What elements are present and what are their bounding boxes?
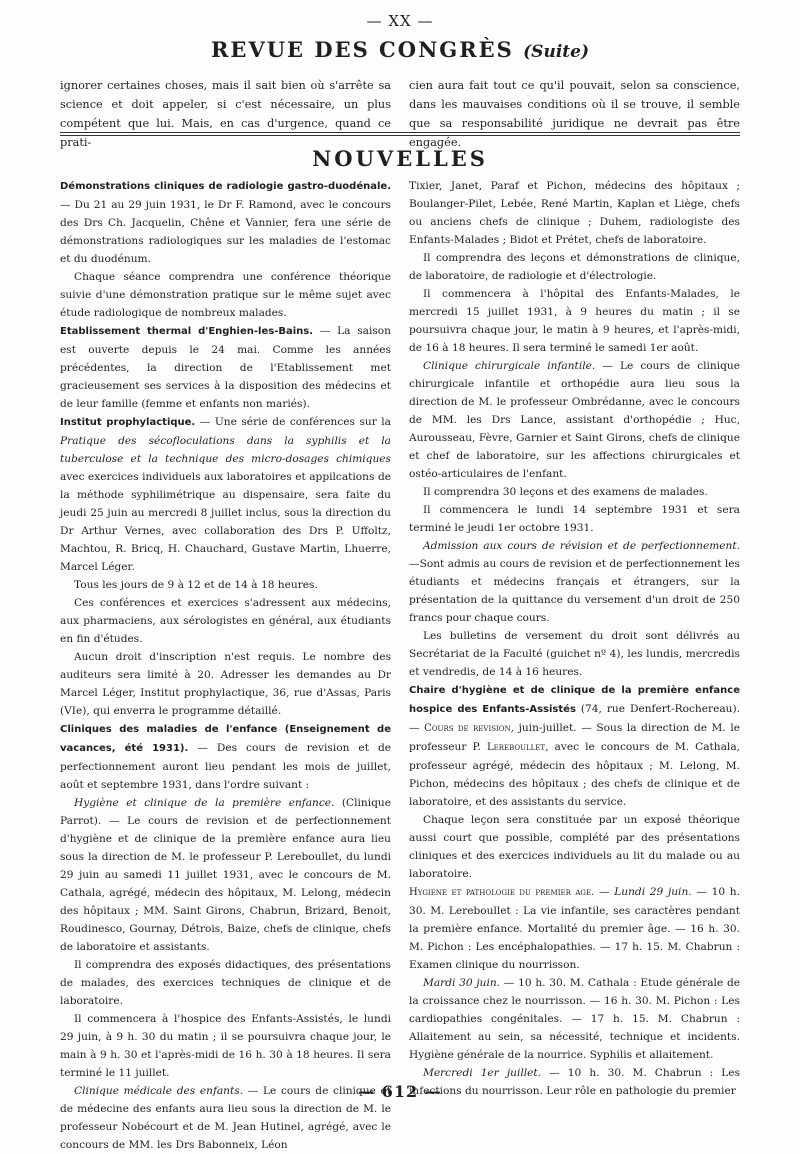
paragraph: Il commencera à l'hospice des Enfants-Assistés, le lundi 29 juin, à 9 h. 30 du matin ; il se poursuivra chaque jour, le main à 9 h. 30 et l'après-midi de 16 h. 30 à 18 heures. Il sera terminé le 11 juillet.: [60, 1013, 391, 1079]
paragraph: Les bulletins de versement du droit sont délivrés au Secrétariat de la Faculté (guichet nº 4), les lundis, mercredis et vendredis, de 14 à 16 heures.: [409, 630, 740, 678]
paragraph: Aucun droit d'inscription n'est requis. Le nombre des auditeurs sera limité à 20. Adresser les demandes au Dr Marcel Léger, Institut prophylactique, 36, rue d'Assas, Paris (VIe), qui enverra le programme détaillé.: [60, 651, 391, 717]
paragraph-text: — Une série de conférences sur la: [195, 416, 392, 428]
italic-text: Admission aux cours de révision et de perfectionnement.: [423, 540, 740, 552]
paragraph: [60, 720, 391, 794]
paragraph: Chaque séance comprendra une conférence théorique suivie d'une démonstration pratique sur le même sujet avec étude radiologique de nombreux malades.: [60, 271, 391, 319]
paragraph: [409, 537, 740, 627]
subheading: Démonstrations cliniques de radiologie gastro-duodénale.: [60, 181, 391, 192]
continued-right-text: cien aura fait tout ce qu'il pouvait, selon sa conscience, dans les mauvaises conditions où il se trouve, il semble que sa responsabilité juridique ne devrait pas être engagée.: [409, 79, 740, 149]
paragraph-text: , avec le concours de M. Cathala, professeur agrégé, médecin des hôpitaux ; M. Lelong, M. Pichon, médecins des hôpitaux ; des chefs de clinique et de laboratoire, et des assistants du service.: [409, 741, 740, 808]
italic-text: Pratique des sécofloculations dans la syphilis et la tuberculose et la technique des micro-dosages chimiques: [60, 435, 391, 465]
paragraph: [409, 974, 740, 1064]
paragraph: Il commencera le lundi 14 septembre 1931 et sera terminé le jeudi 1er octobre 1931.: [409, 504, 740, 534]
paragraph: Chaque leçon sera constituée par un exposé théorique aussi court que possible, complété par des présentations cliniques et des exercices individuels au lit du malade ou au laboratoire.: [409, 814, 740, 880]
paragraph-text: — 10 h. 30. M. Cathala : Etude générale de la croissance chez le nourrisson. — 16 h. 30. M. Pichon : Les cardiopathies congénitales. — 17 h. 15. M. Chabrun : Allaitement au sein, sa nécessité, technique et incidents. Hygiène générale de la nourrice. Syphilis et allaitement.: [409, 977, 740, 1061]
italic-text: Hygiène et clinique de la première enfance.: [74, 797, 335, 809]
italic-text: Mardi 30 juin.: [423, 977, 501, 989]
paragraph: [409, 357, 740, 483]
subheading: Etablissement thermal d'Enghien-les-Bains.: [60, 326, 314, 337]
paragraph-text: —: [594, 886, 615, 898]
paragraph-text: — 10 h. 30. M. Lereboullet : La vie infantile, ses caractères pendant la première enfance. Mortalité du premier âge. — 16 h. 30. M. Pichon : Les encéphalopathies. — 17 h. 15. M. Chabrun : Examen clinique du nourrisson.: [409, 886, 740, 971]
continued-right: [409, 76, 740, 152]
italic-text: Lundi 29 juin.: [614, 886, 692, 898]
paragraph: [409, 681, 740, 811]
paragraph-text: — Le cours de clinique et de médecine des enfants aura lieu sous la direction de M. le professeur Nobécourt et de M. Jean Hutinel, agrégé, avec le concours de MM. les Drs Babonneix, Léon: [60, 1085, 391, 1151]
paragraph: [60, 322, 391, 413]
continued-text: [60, 76, 740, 152]
paragraph-text: , juin-juillet. — Sous la direction de M. le professeur P.: [409, 722, 741, 753]
header-title: REVUE DES CONGRÈS: [210, 37, 514, 62]
subheading: Institut prophylactique.: [60, 417, 196, 428]
paragraph-text: (74, rue Denfert-Rochereau). —: [409, 703, 740, 734]
paragraph: Il comprendra 30 leçons et des examens de malades.: [423, 486, 708, 498]
running-header: [60, 37, 740, 65]
paragraph-text: avec exercices individuels aux laboratoires et appilcations de la méthode syphilimétrique au dispensaire, sera faite du jeudi 25 juin au mercredi 8 juillet inclus, sous la direction du Dr Arthur Vernes, avec collaboration des Drs P. Uffoltz, Machtou, R. Bricq, H. Chauchard, Gustave Martin, Lhuerre, Marcel Léger.: [60, 471, 391, 573]
divider-rule: [60, 132, 740, 133]
paragraph-text: (Clinique Parrot). — Le cours de revision et de perfectionnement d'hygiène et de clinique de la première enfance aura lieu sous la direction de M. le professeur P. Lereboullet, du lundi 29 juin au samedi 11 juillet 1931, avec le concours de M. Cathala, agrégé, médecin des hôpitaux, M. Lelong, médecin des hôpitaux ; MM. Saint Girons, Chabrun, Brizard, Benoit, Roudinesco, Gournay, Détrois, Baize, chefs de clinique, chefs de laboratoire et assistants.: [60, 797, 391, 953]
page: [60, 0, 741, 1151]
italic-text: Clinique médicale des enfants.: [74, 1085, 244, 1097]
paragraph: [60, 413, 391, 576]
smallcaps-text: Lereboullet: [486, 742, 546, 753]
paragraph-text: —Sont admis au cours de revision et de perfectionnement les étudiants et médecins français et étrangers, sur la présentation de la quittance du versement d'un droit de 250 francs pour chaque cours.: [409, 558, 740, 624]
column-left: [60, 177, 391, 1154]
paragraph-text: — Le cours de clinique chirurgicale infantile et orthopédie aura lieu sous la direction de M. le professeur Ombrédanne, avec le concours de MM. les Drs Lance, assistant d'orthopédie ; Huc, Aurousseau, Fèvre, Garnier et Saint Girons, chefs de clinique et chef de laboratoire, sur les affections chirurgicales et ostéo-articulaires de l'enfant.: [409, 360, 740, 480]
paragraph: Il commencera à l'hôpital des Enfants-Malades, le mercredi 15 juillet 1931, à 9 heures du matin ; il se poursuivra chaque jour, le matin à 9 heures, et l'après-midi, de 16 à 18 heures. Il sera terminé le samedi 1er août.: [409, 288, 740, 354]
italic-text: Clinique chirurgicale infantile.: [423, 360, 596, 372]
paragraph: [409, 883, 740, 974]
continued-left: [60, 76, 391, 152]
paragraph-text: — La saison est ouverte depuis le 24 mai. Comme les années précédentes, la direction de l'Etablissement met gracieusement ses services à la disposition des médecins et de leur famille (femme et enfants non mariés).: [60, 325, 391, 410]
paragraph-text: — 10 h. 30. M. Chabrun : Les infections du nourrisson. Leur rôle en pathologie du premier: [409, 1067, 741, 1097]
paragraph: [60, 794, 391, 956]
header-suite: (Suite): [523, 42, 589, 62]
paragraph: Tixier, Janet, Paraf et Pichon, médecins des hôpitaux ; Boulanger-Pilet, Lebée, René Martin, Kaplan et Liège, chefs ou anciens chefs de clinique ; Duhem, radiologiste des Enfants-Malades ; Bidot et Prétet, chefs de laboratoire.: [409, 180, 740, 246]
smallcaps-text: Cours de revision: [424, 723, 511, 734]
article-body: [60, 177, 740, 1154]
subheading: Cliniques des maladies de l'enfance (Enseignement de vacances, été 1931).: [60, 724, 391, 754]
paragraph-text: — Des cours de revision et de perfectionnement auront lieu pendant les mois de juillet, août et septembre 1931, dans l'ordre suivant :: [60, 742, 391, 791]
page-number: — 612 —: [358, 1082, 442, 1101]
divider-rule-2: [60, 135, 740, 136]
paragraph: Ces conférences et exercices s'adressent aux médecins, aux pharmaciens, aux sérologistes en général, aux étudiants en fin d'études.: [60, 597, 391, 645]
subheading: Chaire d'hygiène et de clinique de la première enfance hospice des Enfants-Assistés: [409, 685, 740, 715]
paragraph-text: — Du 21 au 29 juin 1931, le Dr F. Ramond, avec le concours des Drs Ch. Jacquelin, Chêne et Vannier, fera une série de démonstrations radiologiques sur les maladies de l'estomac et du duodénum.: [60, 199, 391, 265]
continued-left-text: ignorer certaines choses, mais il sait bien où s'arrête sa science et doit appeler, si c'est nécessaire, un plus compétent que lui. Mais, en cas d'urgence, quand ce prati-: [60, 79, 391, 149]
column-right: [409, 177, 740, 1154]
smallcaps-text: Hygiene et pathologie du premier age.: [409, 887, 595, 898]
section-title: NOUVELLES: [312, 146, 488, 171]
paragraph: Il comprendra des leçons et démonstrations de clinique, de laboratoire, de radiologie et d'électrologie.: [409, 252, 740, 282]
paragraph: [60, 177, 391, 268]
italic-text: Mercredi 1er juillet.: [423, 1067, 542, 1079]
paragraph: Il comprendra des exposés didactiques, des présentations de malades, des exercices techniques de clinique et de laboratoire.: [60, 959, 391, 1007]
paragraph: Tous les jours de 9 à 12 et de 14 à 18 heures.: [74, 579, 318, 591]
page-folio: — XX —: [366, 12, 434, 30]
